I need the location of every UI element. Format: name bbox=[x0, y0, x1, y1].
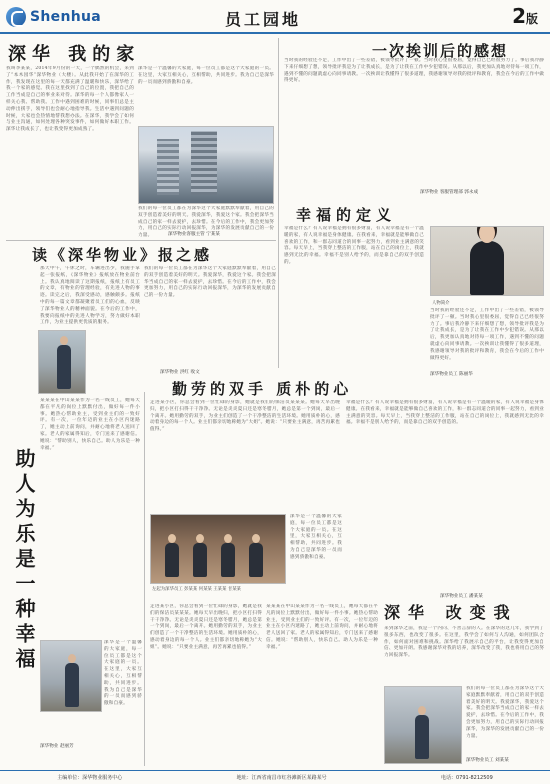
column-divider bbox=[278, 38, 279, 368]
article-home-col2: 深华是一个温馨的大家庭，每一位员工都是这个大家庭的一员。在这里，大家互相关心，互相帮助，共同进步。我为自己是深华的一员而感到骄傲和自豪。 bbox=[138, 66, 274, 85]
byline-diligence: 深华物业员工 潘某某 bbox=[440, 594, 483, 599]
section-title: 员工园地 bbox=[225, 10, 302, 29]
footer-publisher: 主编单位：深华物业服务中心 bbox=[57, 775, 123, 781]
guard-figure bbox=[57, 345, 71, 389]
building-photo bbox=[138, 126, 274, 204]
person-4 bbox=[249, 543, 263, 577]
byline-home: 深华物业客服主管 宁某某 bbox=[168, 232, 220, 237]
footer-address: 地址：江西省南昌市红谷滩新区某路某号 bbox=[236, 775, 327, 781]
group-photo bbox=[150, 514, 286, 584]
person-2 bbox=[193, 543, 207, 577]
article-property-col2: 我们的每一位员工都在为深华这个大家庭默默奉献着，用自己的双手创造着美好的明天。我爱深华，我爱这个家。我会把深华当成自己的家一样去爱护，去珍惜。在今后的工作中，我会更加努力，用自己的实际行动回报深华，为深华的发展贡献自己的一份力量。 bbox=[144, 266, 276, 299]
page-number-unit: 版 bbox=[525, 12, 538, 26]
logo bbox=[6, 6, 104, 28]
heading-diligence: 勤劳的双手 质朴的心 bbox=[172, 380, 353, 398]
byline-property: 深华物业 洪红 收文 bbox=[160, 370, 200, 375]
article-happiness: 幸福是什么？有人说幸福是拥有很多财富，有人说幸福是有一个温暖的家，有人说幸福是身体健康。在我看来，幸福就是能够做自己喜欢的工作，和一群志同道合的同事一起努力，看到业主满意的笑容。每天早上，当我穿上整洁的工作服，站在自己的岗位上，我就感到无比的幸福。幸福不是别人给予的，而是靠自己的双手创造的。 bbox=[284, 226, 424, 265]
article-diligence-col2: 幸福是什么？有人说幸福是拥有很多财富，有人说幸福是有一个温暖的家，有人说幸福是身体健康。在我看来，幸福就是能够做自己喜欢的工作，和一群志同道合的同事一起努力，看到业主满意的笑容。每天早上，当我穿上整洁的工作服，站在自己的岗位上，我就感到无比的幸福。幸福不是别人给予的，而是靠自己的双手创造的。 bbox=[346, 400, 544, 426]
woman-figure bbox=[470, 241, 504, 295]
footer-phone: 电话：0791-8212509 bbox=[440, 775, 493, 781]
byline-gratitude: 深华物业 客服管理部 郭永成 bbox=[420, 190, 479, 195]
article-home-col1: 我叫李某某，2014年9月份的一天，一个偶然的机会，来到了“本木园华”深华物业（大楼）。从此我开始了在深华的工作，我发现在这里的每一天都充满了温暖和快乐，深华给了我一个家的感觉。我在这里找到了自己的位置，我把自己的工作当成是自己的事业来对待。深华的每一个人都像家人一样关心我、帮助我。工作中遇到困难的时候，同事们总是主动伸出援手，领导们也会耐心地指导我。生活中遇到问题的时候，大家也会热情地帮我想办法。在深华，我学会了如何与业主沟通，如何处理各种突发事件，如何做好本职工作。深华让我成长了，也让我变得更加成熟了。 bbox=[6, 66, 134, 133]
shenhua-logo-icon bbox=[6, 7, 26, 27]
article-diligence-col1: 走进某小区，你总会看到一位忙碌的身影，她就是我们的保洁员某某某。她每天早出晚归，把小区打扫得干干净净。无论是炎炎夏日还是寒冬腊月，她总是第一个到岗，最后一个离开。她用勤劳的双手，为业主们创造了一个干净整洁的生活环境。她用质朴的心，感动着身边的每一个人。业主们都亲切地称她为“大姐”。她说：“只要业主满意，再苦再累也值得。” bbox=[150, 400, 340, 433]
byline-change: 深华物业员工 刘某某 bbox=[466, 758, 509, 763]
person-1 bbox=[165, 543, 179, 577]
article-change-cont: 我们的每一位员工都在为深华这个大家庭默默奉献着，用自己的双手创造着美好的明天。我爱深华，我爱这个家。我会把深华当成自己的家一样去爱护，去珍惜。在今后的工作中，我会更加努力，用自己的实际行动回报深华，为深华的发展贡献自己的一份力量。 bbox=[466, 686, 544, 739]
woman-photo bbox=[430, 226, 544, 296]
heading-happiness: 幸福的定义 bbox=[296, 206, 397, 224]
page-number-value: 2 bbox=[512, 4, 526, 28]
group-photo-caption: 左起为深华员工 彭某某 何某某 王某某 甘某某 bbox=[152, 587, 242, 592]
article-property-col1: 那天中午，午休之时，车辆进出少，我随手拿起一张报纸，《深华物业》报纸放在物业前台上。我认真地阅读了这期报纸，报纸上有员工的文章，有物业的管理经验，有先进人物的事迹。读完之后，我深受感动，感触颇多。报纸中的每一篇文章都凝聚着员工们的心血，反映了深华物业人的精神面貌。在今后的工作中，我要向报纸中的先进人物学习，努力做好本职工作，为业主提供更优质的服务。 bbox=[40, 266, 140, 326]
guard-photo bbox=[38, 330, 86, 394]
article-home-col3: 我们的每一位员工都在为深华这个大家庭默默奉献着，用自己的双手创造着美好的明天。我爱深华，我爱这个家。我会把深华当成自己的家一样去爱护，去珍惜。在今后的工作中，我会更加努力，用自己的实际行动回报深华，为深华的发展贡献自己的一份力量。 bbox=[138, 206, 274, 239]
gate-guard-figure bbox=[65, 663, 79, 707]
change-photo bbox=[384, 686, 462, 764]
masthead bbox=[0, 0, 550, 34]
section-divider bbox=[6, 240, 276, 241]
change-photo-figure bbox=[415, 715, 429, 759]
heading-home: 深华 我的家 bbox=[8, 44, 141, 65]
heading-property: 读《深华物业》报之感 bbox=[32, 246, 213, 264]
article-happiness-side: 当时我的经验还不足，工作中出了一些差错，被领导批评了一顿。当时我心里很委屈，觉得自己已经很努力了。事后我冷静下来仔细想了想，领导批评我是为了让我成长，是为了让我在工作中少犯错误。从那以后，我更加认真地对待每一项工作，遇到不懂的问题就虚心向同事请教。一次挨训让我懂得了很多道理，我感谢领导对我的批评和教育，我会在今后的工作中做得更好。 bbox=[430, 308, 544, 361]
woman-caption: 人物简介 bbox=[432, 301, 450, 306]
article-bottom-col1: 走进某小区，你总会看到一位忙碌的身影，她就是我们的保洁员某某某。她每天早出晚归，把小区打扫得干干净净。无论是炎炎夏日还是寒冬腊月，她总是第一个到岗，最后一个离开。她用勤劳的双手，为业主们创造了一个干净整洁的生活环境。她用质朴的心，感动着身边的每一个人。业主们都亲切地称她为“大姐”。她说：“只要业主满意，再苦再累也值得。” bbox=[150, 604, 262, 650]
person-3 bbox=[221, 543, 235, 577]
article-diligence-col3: 深华是一个温馨的大家庭，每一位员工都是这个大家庭的一员。在这里，大家互相关心，互相帮助，共同进步。我为自己是深华的一员而感到骄傲和自豪。 bbox=[290, 514, 342, 560]
article-vertical-cont: 深华是一个温馨的大家庭，每一位员工都是这个大家庭的一员。在这里，大家互相关心，互相帮助，共同进步。我为自己是深华的一员而感到骄傲和自豪。 bbox=[104, 640, 142, 707]
heading-change: 深华 改变我 bbox=[384, 603, 518, 622]
left-column-divider bbox=[144, 392, 145, 766]
article-vertical: 某某某在中山某某作为一名一线员工，她每天都在平凡的岗位上默默付出，做好每一件小事。她热心帮助业主，受到业主们的一致好评。有一次，一位年迈的业主在小区内迷路了，她主动上前询问，并耐心地将老人送回了家。老人的家属得知后，专门送来了感谢信。她说：“帮助别人，快乐自己。助人为乐是一种幸福。” bbox=[40, 398, 140, 451]
heading-gratitude: 一次挨训后的感想 bbox=[372, 42, 509, 60]
byline-happiness: 深华物业员工 陈丽华 bbox=[430, 372, 473, 377]
footer bbox=[0, 770, 550, 784]
logo-text: Shenhua bbox=[30, 9, 101, 25]
page-number bbox=[512, 4, 538, 28]
vertical-headline: 助人为乐是一种幸福 bbox=[12, 448, 36, 673]
byline-vertical: 深华物业 赵丽芳 bbox=[40, 744, 74, 749]
article-change: 来到深华之前，我是一个内向、不善言辞的人。在深华的这几年，我学到了很多东西，也改变了很多。在这里，我学会了如何与人沟通，如何团队合作，如何面对困难和挑战。深华给了我展示自己的平台，让我变得更加自信、更加开朗。我感谢深华对我的培养，深华改变了我，我也将用自己的努力回报深华。 bbox=[384, 626, 544, 659]
gate-guard-photo bbox=[40, 640, 102, 712]
article-gratitude: 当时我的经验还不足，工作中出了一些差错，被领导批评了一顿。当时我心里很委屈，觉得自己已经很努力了。事后我冷静下来仔细想了想，领导批评我是为了让我成长，是为了让我在工作中少犯错误。从那以后，我更加认真地对待每一项工作，遇到不懂的问题就虚心向同事请教。一次挨训让我懂得了很多道理，我感谢领导对我的批评和教育，我会在今后的工作中做得更好。 bbox=[284, 58, 544, 84]
article-bottom-col2: 某某某在中山某某作为一名一线员工，她每天都在平凡的岗位上默默付出，做好每一件小事。她热心帮助业主，受到业主们的一致好评。有一次，一位年迈的业主在小区内迷路了，她主动上前询问，并耐心地将老人送回了家。老人的家属得知后，专门送来了感谢信。她说：“帮助别人，快乐自己。助人为乐是一种幸福。” bbox=[266, 604, 378, 650]
